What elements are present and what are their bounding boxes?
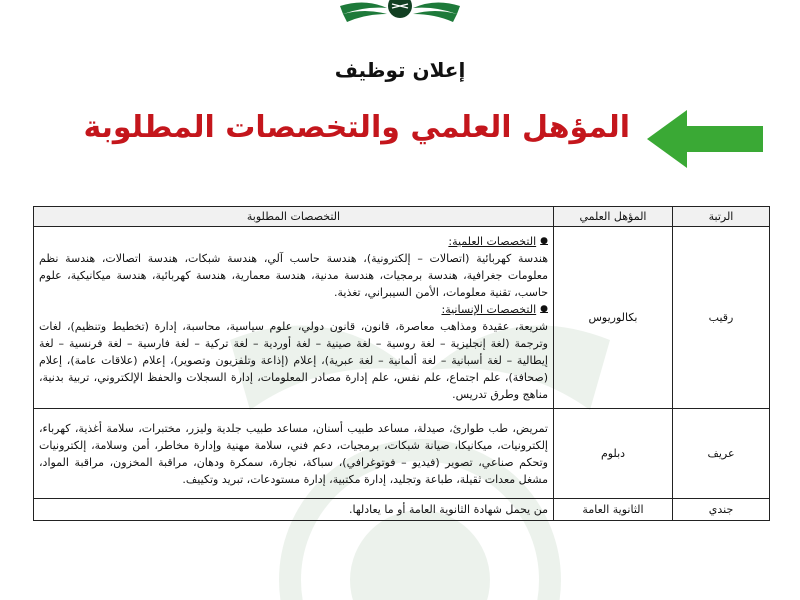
scientific-heading-line bbox=[39, 233, 548, 250]
qualification-cell: دبلوم bbox=[554, 409, 673, 499]
bullet-icon: ● bbox=[540, 303, 548, 314]
header-specializations: التخصصات المطلوبة bbox=[34, 207, 554, 227]
diploma-specializations: تمريض، طب طوارئ، صيدلة، مساعد طبيب أسنان، مساعد طبيب جلدية وليزر، مختبرات، سلامة أغذية، كهرباء، إلكترونيات، ميكانيكا، صيانة شبكات، برمجيات، دعم فني، سلامة مهنية وإدارة مخاطر، أمن وسلامة، إلكترونيات وتحكم صناعي، تصوير (فيديو – فوتوغرافي)، سباكة، نجارة، سمكرة ودهان، مراقبة المخزون، مراقبة المواد، مشغل معدات ثقيلة، طباعة وتجليد، إدارة مكتبية، إدارة مستودعات، تبريد وتكييف. bbox=[39, 421, 548, 486]
section-headline: المؤهل العلمي والتخصصات المطلوبة bbox=[83, 110, 630, 145]
humanities-specializations: شريعة، عقيدة ومذاهب معاصرة، قانون، قانون دولي، علوم سياسية، محاسبة، إدارة (تخطيط وتنظيم)، لغات وترجمة (لغة إنجليزية – لغة روسية – لغة صينية – لغة أوردية – لغة تركية – لغة فارسية – لغة فرنسية – لغة إيطالية – لغة أسبانية – لغة ألمانية – لغة عبرية)، إعلام (إذاعة وتلفزيون وتصوير)، إعلام (علاقات عامة)، إعلام (صحافة)، علم اجتماع، علم نفس، علم إدارة مصادر المعلومات، إدارة السجلات والحفظ الإلكتروني، تربية بدنية، مناهج وطرق تدريس. bbox=[39, 319, 548, 401]
humanities-heading: التخصصات الإنسانية: bbox=[441, 302, 537, 316]
header-rank: الرتبة bbox=[673, 207, 770, 227]
specializations-cell bbox=[34, 409, 554, 499]
specializations-cell bbox=[34, 227, 554, 409]
emblem-logo bbox=[335, 0, 465, 30]
table-header-row bbox=[34, 207, 770, 227]
header-qualification: المؤهل العلمي bbox=[554, 207, 673, 227]
announcement-title: إعلان توظيف bbox=[334, 58, 466, 82]
arrow-left-icon bbox=[645, 108, 765, 170]
table-row bbox=[34, 409, 770, 499]
rank-cell: رقيب bbox=[673, 227, 770, 409]
rank-cell: جندي bbox=[673, 499, 770, 521]
secondary-specializations: من يحمل شهادة الثانوية العامة أو ما يعادلها. bbox=[348, 503, 548, 516]
qualification-cell: الثانوية العامة bbox=[554, 499, 673, 521]
scientific-specializations: هندسة كهربائية (اتصالات – إلكترونية)، هندسة حاسب آلي، هندسة شبكات، هندسة اتصالات، هندسة نظم معلومات جغرافية، هندسة برمجيات، هندسة مدنية، هندسة معمارية، هندسة كهربائية، هندسة ميكانيكية، علوم حاسب، تقنية معلومات، الأمن السيبراني، تغذية. bbox=[39, 251, 548, 299]
specializations-cell bbox=[34, 499, 554, 521]
bullet-icon: ● bbox=[540, 235, 548, 246]
humanities-heading-line bbox=[39, 301, 548, 318]
table-row bbox=[34, 227, 770, 409]
scientific-heading: التخصصات العلمية: bbox=[448, 234, 537, 248]
rank-cell: عريف bbox=[673, 409, 770, 499]
table-row bbox=[34, 499, 770, 521]
qualifications-table bbox=[33, 206, 770, 521]
qualification-cell: بكالوريوس bbox=[554, 227, 673, 409]
